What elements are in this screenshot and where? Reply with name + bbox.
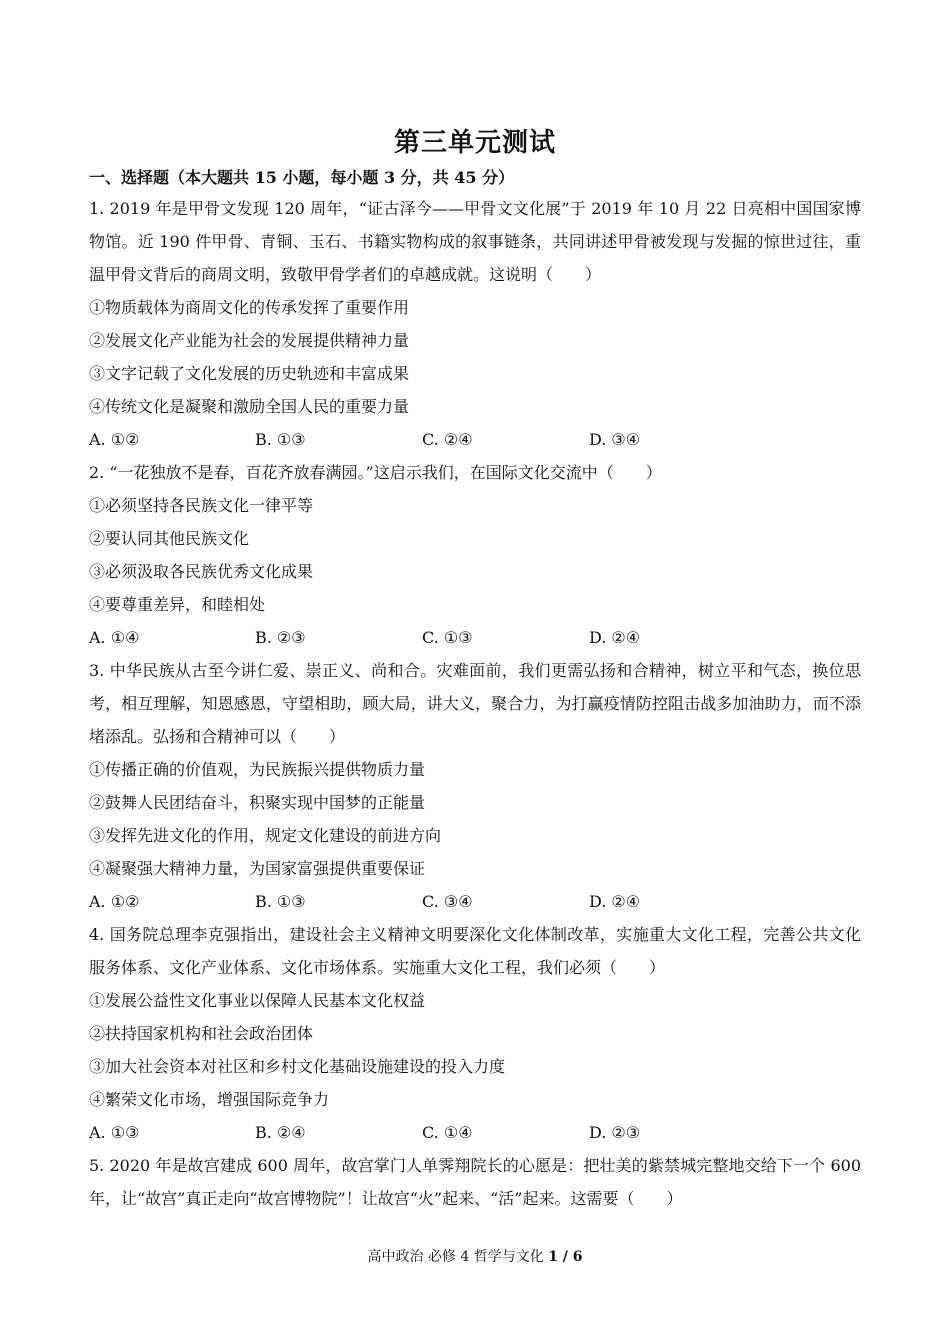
statement-option: ①传播正确的价值观，为民族振兴提供物质力量 (89, 760, 426, 779)
choice-a: A. ①④ (89, 628, 140, 647)
question-5 (89, 1149, 861, 1215)
section-heading: 一、选择题（本大题共 15 小题，每小题 3 分，共 45 分） (89, 168, 515, 187)
statement-option: ③必须汲取各民族优秀文化成果 (89, 562, 314, 581)
statement-option: ③发挥先进文化的作用，规定文化建设的前进方向 (89, 826, 442, 845)
statement-option: ①物质载体为商周文化的传承发挥了重要作用 (89, 298, 410, 317)
choice-b: B. ②③ (255, 628, 306, 647)
statement-option: ④繁荣文化市场，增强国际竞争力 (89, 1090, 330, 1109)
question-stem: 1. 2019 年是甲骨文发现 120 周年，“证古泽今——甲骨文文化展”于 2019 年 10 月 22 日亮相中国国家博物馆。近 190 件甲骨、青铜、玉石、书籍实物构成的叙事链条，共同讲述甲骨被发现与发掘的惊世过往，重温甲骨文背后的商周文明，致敬甲骨学者们的卓越成就。这说明（ ） (89, 199, 861, 284)
choice-c: C. ②④ (422, 430, 473, 449)
answer-choices (89, 621, 861, 654)
footer-subject: 高中政治 必修 4 哲学与文化 (367, 1249, 544, 1265)
statement-option: ③文字记载了文化发展的历史轨迹和丰富成果 (89, 364, 410, 383)
statement-option: ②要认同其他民族文化 (89, 529, 250, 548)
question-list (89, 192, 861, 1215)
choice-d: D. ②④ (589, 892, 641, 911)
choice-c: C. ①③ (422, 628, 473, 647)
answer-choices (89, 1116, 861, 1149)
question-stem: 4. 国务院总理李克强指出，建设社会主义精神文明要深化文化体制改革，实施重大文化工程，完善公共文化服务体系、文化产业体系、文化市场体系。实施重大文化工程，我们必须（ ） (89, 925, 861, 977)
choice-a: A. ①② (89, 430, 140, 449)
choice-d: D. ②③ (589, 1123, 641, 1142)
choice-c: C. ③④ (422, 892, 473, 911)
question-stem: 5. 2020 年是故宫建成 600 周年，故宫掌门人单霁翔院长的心愿是：把壮美的紫禁城完整地交给下一个 600 年，让“故宫”真正走向“故宫博物院”！让故宫“火”起来、“活”起来。这需要（ ） (89, 1156, 861, 1208)
statement-option: ②发展文化产业能为社会的发展提供精神力量 (89, 331, 410, 350)
choice-d: D. ②④ (589, 628, 641, 647)
statement-option: ①发展公益性文化事业以保障人民基本文化权益 (89, 991, 426, 1010)
page-number: 1 / 6 (548, 1249, 583, 1265)
choice-a: A. ①③ (89, 1123, 140, 1142)
question-2 (89, 456, 861, 654)
choice-d: D. ③④ (589, 430, 641, 449)
page-footer (0, 1246, 950, 1266)
choice-a: A. ①② (89, 892, 140, 911)
answer-choices (89, 885, 861, 918)
choice-c: C. ①④ (422, 1123, 473, 1142)
statement-option: ②鼓舞人民团结奋斗，积聚实现中国梦的正能量 (89, 793, 426, 812)
answer-choices (89, 423, 861, 456)
statement-option: ③加大社会资本对社区和乡村文化基础设施建设的投入力度 (89, 1057, 506, 1076)
statement-option: ②扶持国家机构和社会政治团体 (89, 1024, 314, 1043)
question-stem: 3. 中华民族从古至今讲仁爱、崇正义、尚和合。灾难面前，我们更需弘扬和合精神，树立平和气态，换位思考，相互理解，知恩感恩，守望相助，顾大局，讲大义，聚合力，为打赢疫情防控阻击战多加油助力，而不添堵添乱。弘扬和合精神可以（ ） (89, 661, 861, 746)
question-1 (89, 192, 861, 456)
question-stem: 2. “一花独放不是春，百花齐放春满园。”这启示我们，在国际文化交流中（ ） (89, 463, 662, 482)
statement-option: ④凝聚强大精神力量，为国家富强提供重要保证 (89, 859, 426, 878)
choice-b: B. ①③ (255, 892, 306, 911)
statement-option: ④传统文化是凝聚和激励全国人民的重要力量 (89, 397, 410, 416)
choice-b: B. ②④ (255, 1123, 306, 1142)
page-title: 第三单元测试 (393, 128, 556, 158)
question-3 (89, 654, 861, 918)
statement-option: ①必须坚持各民族文化一律平等 (89, 496, 314, 515)
choice-b: B. ①③ (255, 430, 306, 449)
statement-option: ④要尊重差异，和睦相处 (89, 595, 266, 614)
question-4 (89, 918, 861, 1149)
